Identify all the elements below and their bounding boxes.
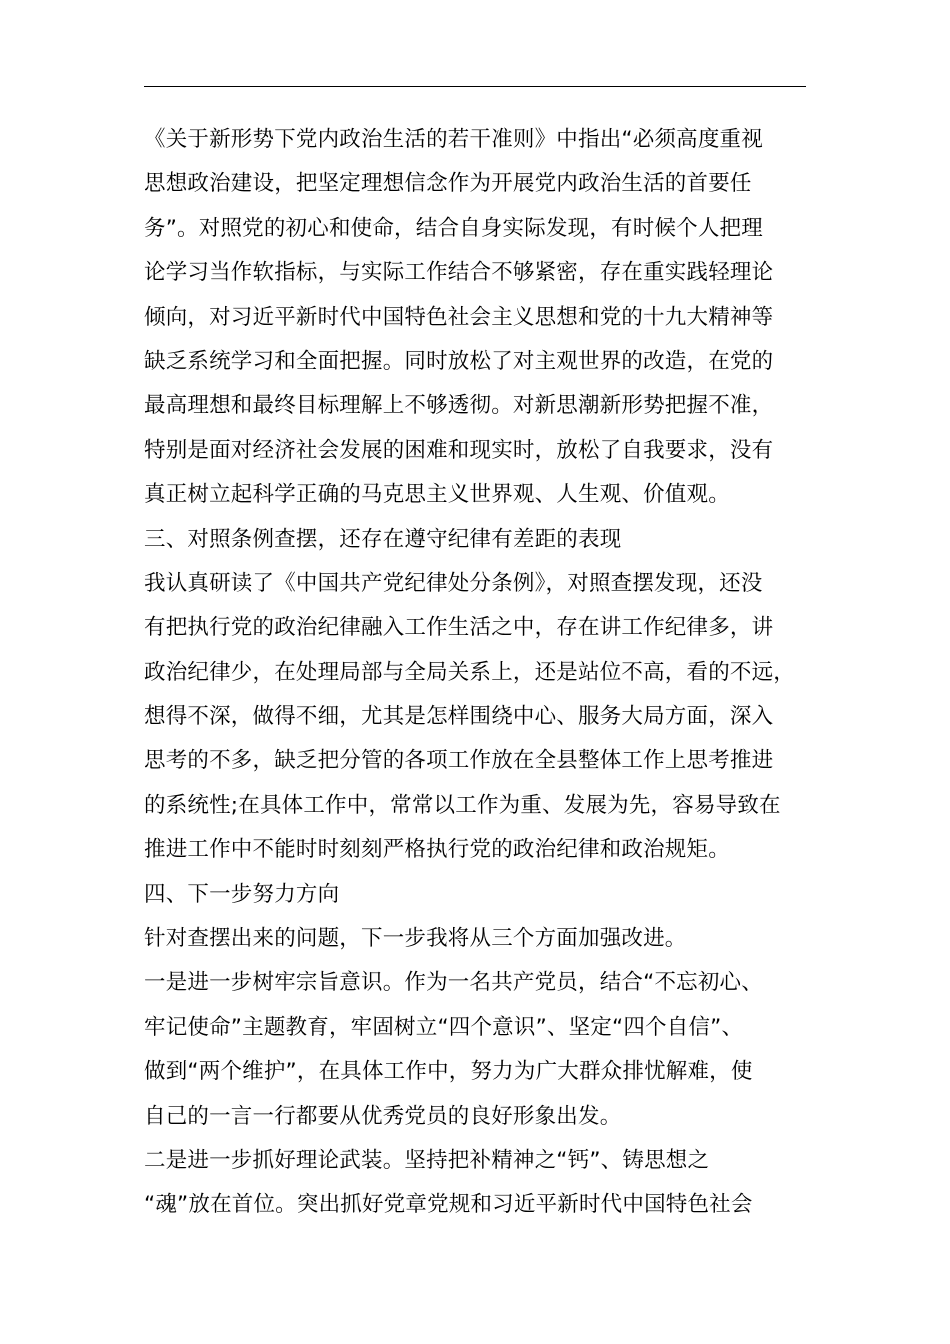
text-line: 政治纪律少，在处理局部与全局关系上，还是站位不高，看的不远， <box>144 659 796 685</box>
text-line: “魂”放在首位。突出抓好党章党规和习近平新时代中国特色社会 <box>144 1192 753 1218</box>
text-line: 论学习当作软指标，与实际工作结合不够紧密，存在重实践轻理论 <box>144 260 774 286</box>
text-line: 最高理想和最终目标理解上不够透彻。对新思潮新形势把握不准， <box>144 393 774 419</box>
text-line: 推进工作中不能时时刻刻严格执行党的政治纪律和政治规矩。 <box>144 837 730 863</box>
header-rule <box>144 86 806 87</box>
text-line: 牢记使命”主题教育，牢固树立“四个意识”、坚定“四个自信”、 <box>144 1014 744 1040</box>
text-line: 倾向，对习近平新时代中国特色社会主义思想和党的十九大精神等 <box>144 304 774 330</box>
text-line: 有把执行党的政治纪律融入工作生活之中，存在讲工作纪律多，讲 <box>144 615 774 641</box>
text-line: 的系统性;在具体工作中，常常以工作为重、发展为先，容易导致在 <box>144 792 781 818</box>
text-line: 《关于新形势下党内政治生活的若干准则》中指出“必须高度重视 <box>144 127 763 152</box>
text-line: 一是进一步树牢宗旨意识。作为一名共产党员，结合“不忘初心、 <box>144 970 763 996</box>
text-line: 特别是面对经济社会发展的困难和现实时，放松了自我要求，没有 <box>144 437 774 463</box>
text-line: 真正树立起科学正确的马克思主义世界观、人生观、价值观。 <box>144 482 730 508</box>
text-line: 想得不深，做得不细，尤其是怎样围绕中心、服务大局方面，深入 <box>144 704 774 730</box>
document-body <box>144 118 824 1228</box>
text-line: 缺乏系统学习和全面把握。同时放松了对主观世界的改造，在党的 <box>144 348 774 374</box>
text-line: 二是进一步抓好理论武装。坚持把补精神之“钙”、铸思想之 <box>144 1147 710 1173</box>
section-heading: 四、下一步努力方向 <box>144 881 340 907</box>
text-line: 做到“两个维护”，在具体工作中，努力为广大群众排忧解难，使 <box>144 1059 753 1085</box>
text-line: 思考的不多，缺乏把分管的各项工作放在全县整体工作上思考推进 <box>144 748 774 774</box>
text-line: 自己的一言一行都要从优秀党员的良好形象出发。 <box>144 1103 622 1129</box>
section-heading: 三、对照条例查摆，还存在遵守纪律有差距的表现 <box>144 526 622 552</box>
text-line: 务”。对照党的初心和使命，结合自身实际发现，有时候个人把理 <box>144 215 763 241</box>
text-line: 我认真研读了《中国共产党纪律处分条例》，对照查摆发现，还没 <box>144 570 763 596</box>
text-line: 思想政治建设，把坚定理想信念作为开展党内政治生活的首要任 <box>144 171 752 197</box>
text-line: 针对查摆出来的问题，下一步我将从三个方面加强改进。 <box>144 926 687 952</box>
